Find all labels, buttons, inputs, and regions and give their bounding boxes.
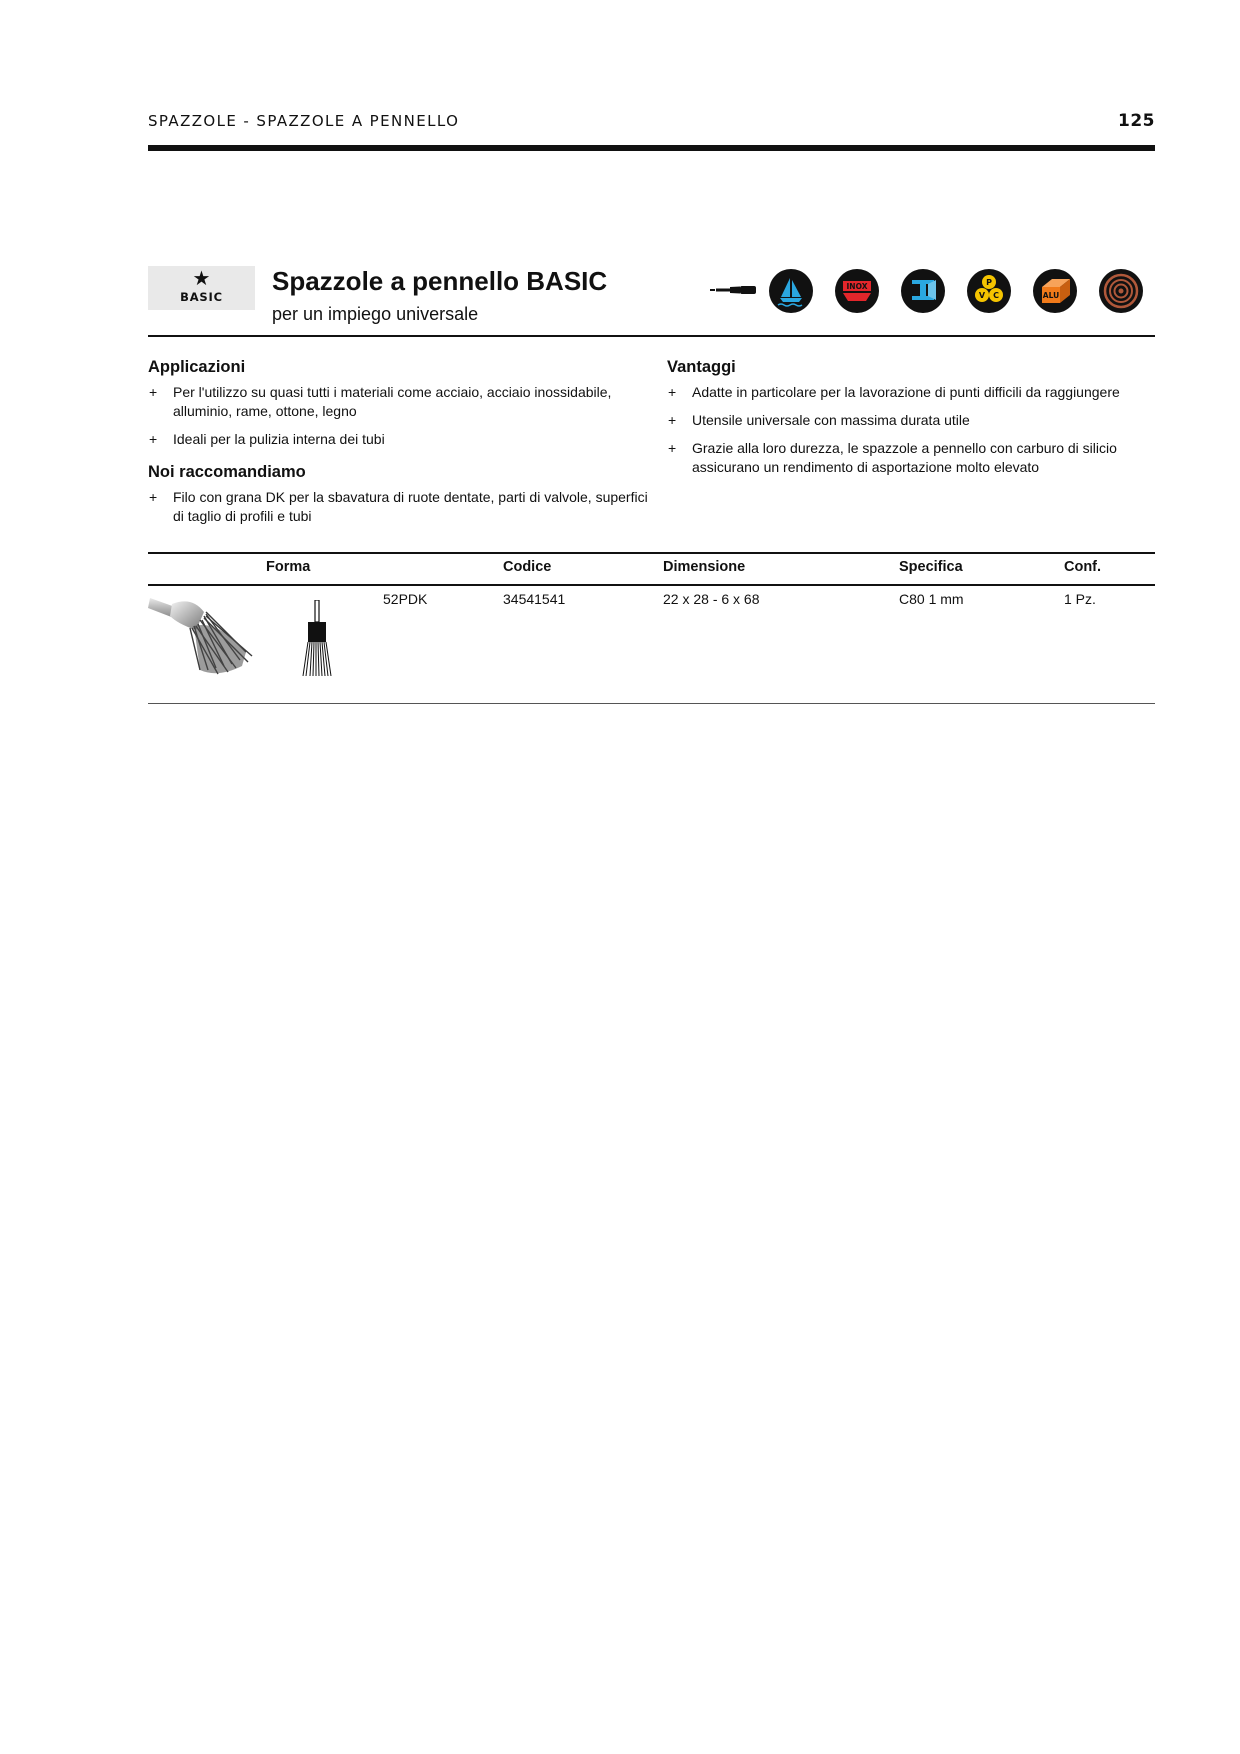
raccomandiamo-list: [148, 488, 648, 526]
badge-label: BASIC: [180, 290, 223, 304]
steel-icon: [768, 268, 814, 314]
table-bottom-rule: [148, 703, 1155, 704]
list-item: + Grazie alla loro durezza, le spazzole a pennello con carburo di silicio assicurano un rendimento di asportazione molto elevato: [668, 440, 1117, 475]
right-column: [667, 358, 1167, 491]
page-number: 125: [1118, 111, 1155, 131]
list-item: + Filo con grana DK per la sbavatura di ruote dentate, parti di valvole, superfici di taglio di profili e tubi: [149, 489, 648, 524]
cell-type: 52PDK: [383, 591, 428, 607]
alu-label: ALU: [1042, 291, 1060, 300]
brush-drawing-icon: [300, 600, 334, 676]
col-header-codice: Codice: [503, 559, 552, 575]
star-icon: ★: [192, 268, 211, 290]
col-header-dimensione: Dimensione: [663, 559, 746, 575]
plus-bullet-icon: +: [149, 431, 158, 447]
inox-label: INOX: [846, 282, 868, 291]
plus-bullet-icon: +: [668, 440, 677, 456]
pvc-label-v: V: [978, 291, 986, 300]
page-header: [148, 112, 1155, 134]
cell-specifica: C80 1 mm: [899, 591, 964, 607]
cell-conf: 1 Pz.: [1064, 591, 1096, 607]
product-subtitle: per un impiego universale: [272, 304, 479, 324]
title-rule: [148, 335, 1155, 337]
alu-icon: [1032, 268, 1078, 314]
tool-shank-icon: [710, 282, 758, 298]
inox-icon: [834, 268, 880, 314]
vantaggi-heading: Vantaggi: [667, 358, 736, 376]
plus-bullet-icon: +: [668, 412, 677, 428]
col-header-forma: Forma: [266, 559, 311, 575]
pvc-label-c: C: [993, 291, 999, 300]
vantaggi-list: [667, 383, 1167, 477]
plus-bullet-icon: +: [668, 384, 677, 400]
table-top-rule: [148, 552, 1155, 554]
table-header-rule: [148, 584, 1155, 586]
list-item: + Utensile universale con massima durata utile: [668, 412, 970, 428]
list-item: + Ideali per la pulizia interna dei tubi: [149, 431, 385, 447]
plus-bullet-icon: +: [149, 384, 158, 400]
left-column: [148, 358, 648, 540]
section-title: SPAZZOLE - SPAZZOLE A PENNELLO: [148, 112, 460, 130]
applicazioni-list: [148, 383, 648, 449]
cell-dimensione: 22 x 28 - 6 x 68: [663, 591, 760, 607]
col-header-conf: Conf.: [1064, 559, 1102, 575]
applicazioni-heading: Applicazioni: [148, 358, 246, 376]
raccomandiamo-heading: Noi raccomandiamo: [148, 463, 306, 481]
header-rule: [148, 145, 1155, 151]
col-header-specifica: Specifica: [899, 559, 963, 575]
pvc-icon: [966, 268, 1012, 314]
list-item: + Adatte in particolare per la lavorazione di punti difficili da raggiungere: [668, 384, 1120, 400]
pvc-label-p: P: [986, 278, 992, 287]
plus-bullet-icon: +: [149, 489, 158, 505]
product-title: Spazzole a pennello BASIC: [272, 266, 608, 296]
list-item: + Per l'utilizzo su quasi tutti i materiali come acciaio, acciaio inossidabile, alluminio, rame, ottone, legno: [149, 384, 612, 419]
brush-photo-icon: [148, 590, 256, 676]
basic-badge: [148, 266, 255, 310]
iron-icon: [900, 268, 946, 314]
cell-codice: 34541541: [503, 591, 566, 607]
wood-icon: [1098, 268, 1144, 314]
